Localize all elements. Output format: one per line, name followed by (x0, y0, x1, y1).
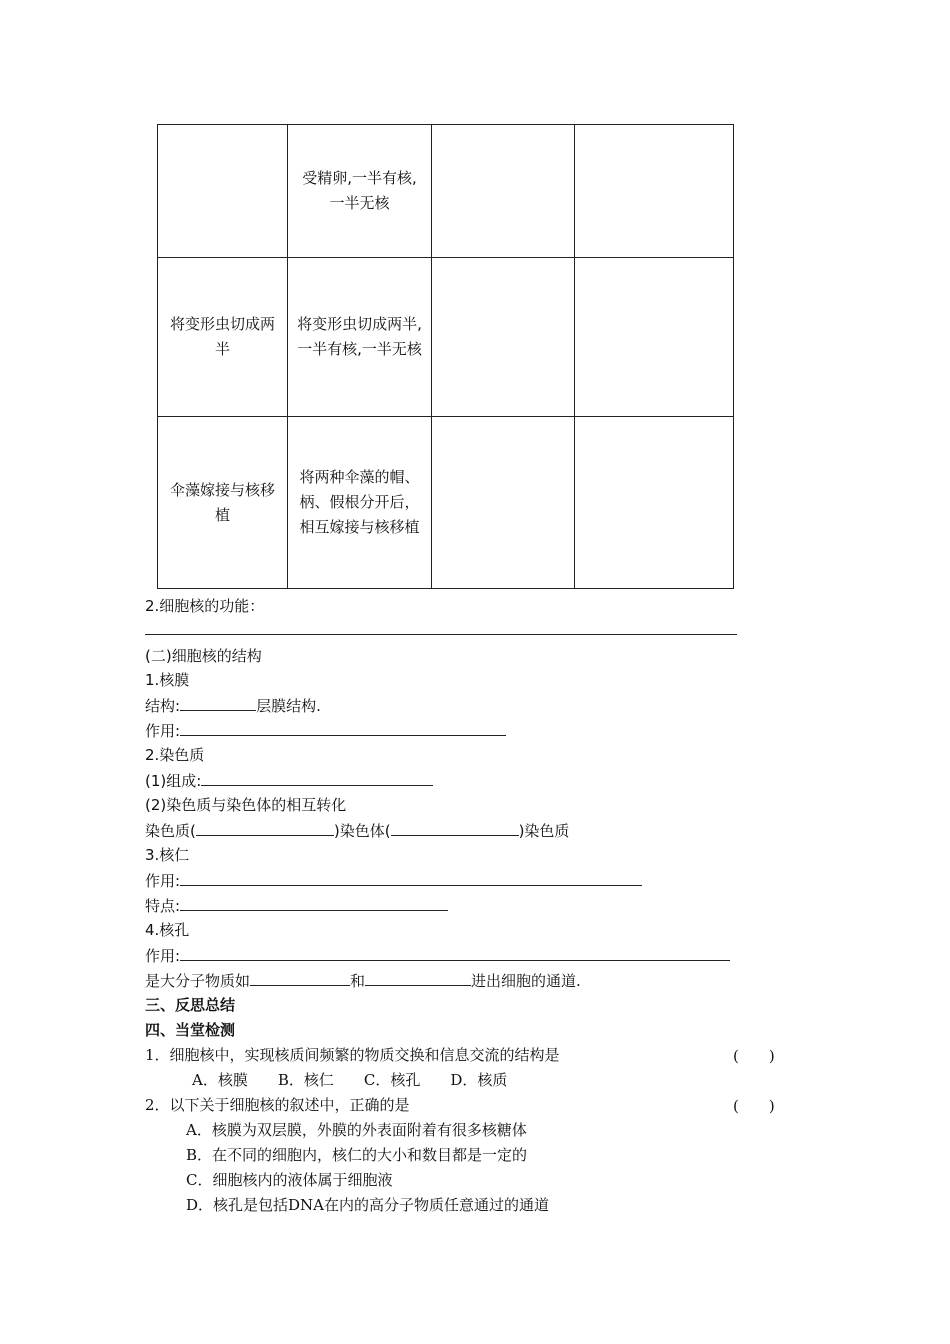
label: 特点: (145, 897, 181, 915)
blank (180, 695, 256, 711)
nucleolus-title: 3.核仁 (145, 846, 190, 864)
structure-heading: (二)细胞核的结构 (145, 647, 262, 665)
table-row (158, 125, 734, 258)
experiment-table (157, 124, 734, 589)
label: )染色质 (518, 822, 570, 840)
function-title: 2.细胞核的功能： (145, 597, 265, 615)
table-cell (575, 258, 734, 417)
table-cell: 将变形虫切成两半,一半有核,一半无核 (288, 258, 432, 417)
table-row (158, 417, 734, 589)
membrane-structure (145, 695, 321, 716)
option-a: A．核膜为双层膜，外膜的外表面附着有很多核糖体 (186, 1121, 527, 1139)
option-b: B．在不同的细胞内，核仁的大小和数目都是一定的 (186, 1146, 528, 1164)
table-cell (158, 125, 288, 258)
label: )染色体( (333, 822, 391, 840)
label: 作用: (145, 872, 181, 890)
label: 染色质( (145, 822, 196, 840)
question-1: 1．细胞核中，实现核质间频繁的物质交换和信息交流的结构是 (145, 1046, 560, 1064)
chromatin-title: 2.染色质 (145, 746, 205, 764)
conversion-line (145, 820, 569, 841)
option-d: D．核孔是包括DNA在内的高分子物质任意通过的通道 (186, 1196, 550, 1214)
table-cell: 伞藻嫁接与核移植 (158, 417, 288, 589)
blank (365, 970, 471, 986)
blank (180, 720, 506, 736)
table-cell: 受精卵,一半有核,一半无核 (288, 125, 432, 258)
blank (391, 820, 519, 836)
question-2: 2．以下关于细胞核的叙述中，正确的是 (145, 1096, 410, 1114)
blank (250, 970, 350, 986)
pore-role (145, 945, 730, 966)
pore-channel (145, 970, 581, 991)
answer-paren: ( ) (733, 1097, 775, 1115)
table-cell: 将两种伞藻的帽、柄、假根分开后，相互嫁接与核移植 (288, 417, 432, 589)
answer-line (145, 634, 737, 635)
membrane-role (145, 720, 506, 741)
nucleolus-feature (145, 895, 448, 916)
label: 作用: (145, 947, 181, 965)
blank (180, 895, 448, 911)
label: 进出细胞的通道. (471, 972, 581, 990)
table-cell (432, 125, 575, 258)
label: 是大分子物质如 (145, 972, 251, 990)
chromatin-composition (145, 770, 433, 791)
pore-title: 4.核孔 (145, 921, 190, 939)
table-cell (575, 417, 734, 589)
nucleolus-role (145, 870, 642, 891)
label: 结构: (145, 697, 181, 715)
blank (180, 945, 730, 961)
blank (196, 820, 334, 836)
question-1-options: A．核膜 B．核仁 C．核孔 D．核质 (192, 1071, 508, 1089)
blank (201, 770, 433, 786)
label: 和 (350, 972, 366, 990)
label: 作用: (145, 722, 181, 740)
table-cell (432, 417, 575, 589)
label: (1)组成: (145, 772, 202, 790)
table-cell: 将变形虫切成两半 (158, 258, 288, 417)
answer-paren: ( ) (733, 1047, 775, 1065)
option-c: C．细胞核内的液体属于细胞液 (186, 1171, 393, 1189)
blank (180, 870, 642, 886)
chromatin-conversion: (2)染色质与染色体的相互转化 (145, 796, 347, 814)
label: 层膜结构. (256, 697, 321, 715)
membrane-title: 1.核膜 (145, 671, 190, 689)
table-cell (432, 258, 575, 417)
section-reflection: 三、反思总结 (145, 996, 236, 1014)
table-row (158, 258, 734, 417)
section-test: 四、当堂检测 (145, 1021, 236, 1039)
table-cell (575, 125, 734, 258)
